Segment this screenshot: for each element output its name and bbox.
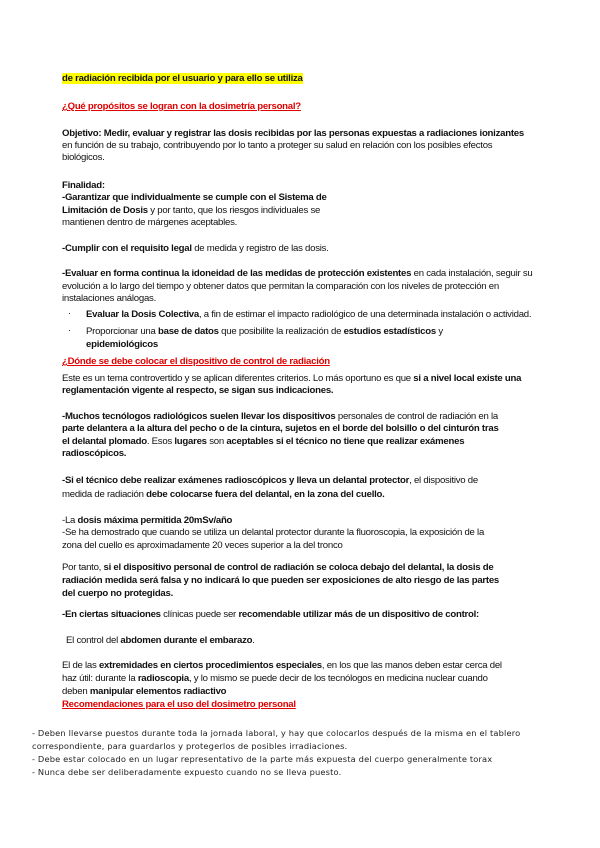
fluoro-line-1: -Si el técnico debe realizar exámenes radioscópicos y lleva un delantal protector, el dispositivo de (62, 475, 478, 486)
many-techs-line-4: radioscópicos. (62, 448, 127, 459)
bullet-dot-icon: · (68, 325, 71, 335)
bullet-database-line-2: epidemiológicos (86, 339, 158, 350)
extremities-line-2: haz útil: durante la radioscopia, y lo mismo se puede decir de los tecnólogos en medicina nuclear cuando (62, 673, 488, 684)
many-techs-line-3: el delantal plomado. Esos lugares son aceptables si el técnico no tiene que realizar exámenes (62, 436, 465, 447)
highlighted-intro-line (62, 73, 303, 85)
heading-purposes: ¿Qué propósitos se logran con la dosimetría personal? (62, 101, 301, 112)
recommendation-line-1: - Deben llevarse puestos durante toda la jornada laboral, y hay que colocarlos después de la misma en el tablero (32, 728, 521, 738)
demonstrated-line-2: zona del cuello es aproximadamente 20 veces superior a la del tronco (62, 540, 343, 551)
controversy-line-2: reglamentación vigente al respecto, se sigan sus indicaciones. (62, 385, 334, 396)
objective-line-2: en función de su trabajo, contribuyendo por lo tanto a proteger su salud en relación con los posibles efectos (62, 140, 493, 151)
recommendation-line-4: - Nunca debe ser deliberadamente expuesto cuando no se lleva puesto. (32, 767, 342, 777)
clinical-situations-line: -En ciertas situaciones clínicas puede ser recomendable utilizar más de un dispositivo de control: (62, 609, 479, 620)
many-techs-line-2: parte delantera a la altura del pecho o de la cintura, sujetos en el borde del bolsillo o del cinturón tras (62, 423, 499, 434)
recommendation-line-2: correspondiente, para guardarlos y protegerlos de posibles irradiaciones. (32, 741, 348, 751)
heading-recommendations: Recomendaciones para el uso del dosimetro personal (62, 699, 296, 710)
finalidad-label: Finalidad: (62, 180, 105, 191)
demonstrated-line-1: -Se ha demostrado que cuando se utiliza un delantal protector durante la fluoroscopia, la exposición de la (62, 527, 485, 538)
evaluate-line-1: -Evaluar en forma continua la idoneidad de las medidas de protección existentes en cada instalación, seguir su (62, 268, 533, 279)
guarantee-line-1: -Garantizar que individualmente se cumple con el Sistema de (62, 192, 327, 203)
many-techs-line-1: -Muchos tecnólogos radiológicos suelen llevar los dispositivos personales de control de radiación en la (62, 411, 498, 422)
controversy-line-1: Este es un tema controvertido y se aplican diferentes criterios. Lo más oportuno es que si a nivel local existe una (62, 373, 522, 384)
extremities-line-3: deben manipular elementos radiactivo (62, 686, 227, 697)
bullet-collective-dose: Evaluar la Dosis Colectiva, a fin de estimar el impacto radiológico de una determinada instalación o actividad. (86, 309, 532, 320)
evaluate-line-3: instalaciones análogas. (62, 293, 156, 304)
bullet-dot-icon: · (68, 308, 71, 318)
recommendation-line-3: - Debe estar colocado en un lugar representativo de la parte más expuesta del cuerpo generalmente torax (32, 754, 493, 764)
objective-line-1: Objetivo: Medir, evaluar y registrar las dosis recibidas por las personas expuestas a radiaciones ionizantes (62, 128, 524, 139)
guarantee-line-3: mantienen dentro de márgenes aceptables. (62, 217, 238, 228)
therefore-line-1: Por tanto, si el dispositivo personal de control de radiación se coloca debajo del delantal, la dosis de (62, 562, 494, 573)
max-dose-line: -La dosis máxima permitida 20mSv/año (62, 515, 233, 526)
guarantee-line-2: Limitación de Dosis y por tanto, que los riesgos individuales se (62, 205, 321, 216)
extremities-line-1: El de las extremidades en ciertos procedimientos especiales, en los que las manos deben estar cerca del (62, 660, 502, 671)
therefore-line-3: del cuerpo no protegidas. (62, 588, 174, 599)
evaluate-line-2: evolución a lo largo del tiempo y obtener datos que permitan la comparación con los niveles de protección en (62, 281, 499, 292)
objective-line-3: biológicos. (62, 152, 105, 163)
comply-line: -Cumplir con el requisito legal de medida y registro de las dosis. (62, 243, 329, 254)
abdomen-line: El control del abdomen durante el embarazo. (66, 635, 255, 646)
therefore-line-2: radiación medida será falsa y no indicará lo que pueden ser exposiciones de alto riesgo de las partes (62, 575, 500, 586)
heading-where-to-place: ¿Dónde se debe colocar el dispositivo de control de radiación (62, 356, 330, 367)
fluoro-line-2: medida de radiación debe colocarse fuera del delantal, en la zona del cuello. (62, 489, 385, 500)
highlight-text: de radiación recibida por el usuario y para ello se utiliza (62, 73, 303, 84)
bullet-database-line-1: Proporcionar una base de datos que posibilite la realización de estudios estadísticos y (86, 326, 443, 337)
